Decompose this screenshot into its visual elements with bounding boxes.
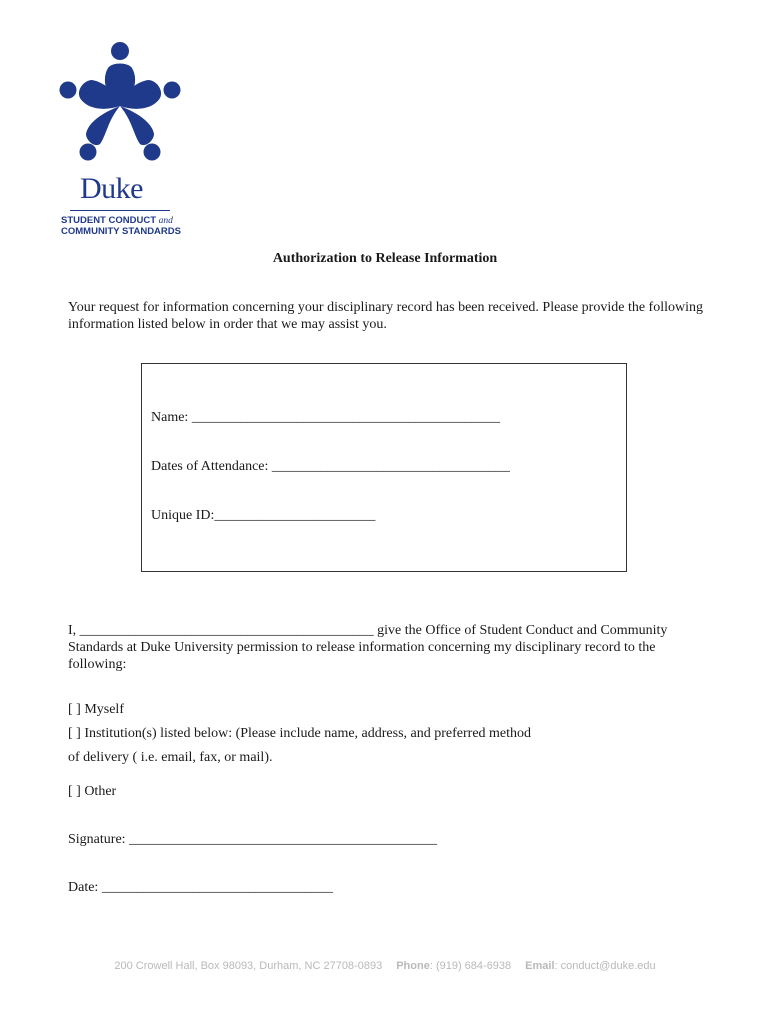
option-institution-checkbox[interactable]: [ ] Institution(s) listed below: (Please include name, address, and preferred method [68,726,532,741]
option-institution-delivery-note: of delivery ( i.e. email, fax, or mail). [68,750,273,765]
logo-divider [70,210,170,211]
footer-phone-label: Phone [396,960,430,972]
option-myself-checkbox[interactable]: [ ] Myself [68,702,124,717]
unique-id-field[interactable]: Unique ID:_______________________ [151,508,376,523]
page-title: Authorization to Release Information [272,251,498,266]
logo-wordmark: Duke [80,172,143,205]
footer-address: 200 Crowell Hall, Box 98093, Durham, NC 27708-0893 [114,960,383,972]
footer-email[interactable]: : conduct@duke.edu [554,960,656,972]
logo-subtitle-and: and [158,216,173,226]
info-form-box [141,363,627,572]
duke-logo [58,42,182,237]
name-field[interactable]: Name: ____________________________________________ [151,410,500,425]
intro-paragraph: Your request for information concerning your disciplinary record has been received. Please provide the following information listed below in order that we may assist you. [68,300,703,332]
footer-email-label: Email [525,960,555,972]
people-star-icon [58,42,182,167]
footer-phone: : (919) 684-6938 [429,960,512,972]
logo-subtitle-line2: COMMUNITY STANDARDS [61,226,181,237]
date-field[interactable]: Date: _________________________________ [68,880,333,895]
logo-subtitle-prefix: STUDENT CONDUCT [61,215,156,226]
dates-of-attendance-field[interactable]: Dates of Attendance: __________________________________ [151,459,510,474]
signature-field[interactable]: Signature: ____________________________________________ [68,832,438,847]
footer-contact [0,960,770,972]
option-other-checkbox[interactable]: [ ] Other [68,784,117,799]
authorization-paragraph[interactable]: I, __________________________________________ give the Office of Student Conduct and Community Standards at Duke University permission to release information concerning my disciplinary record to the following: [68,623,668,672]
